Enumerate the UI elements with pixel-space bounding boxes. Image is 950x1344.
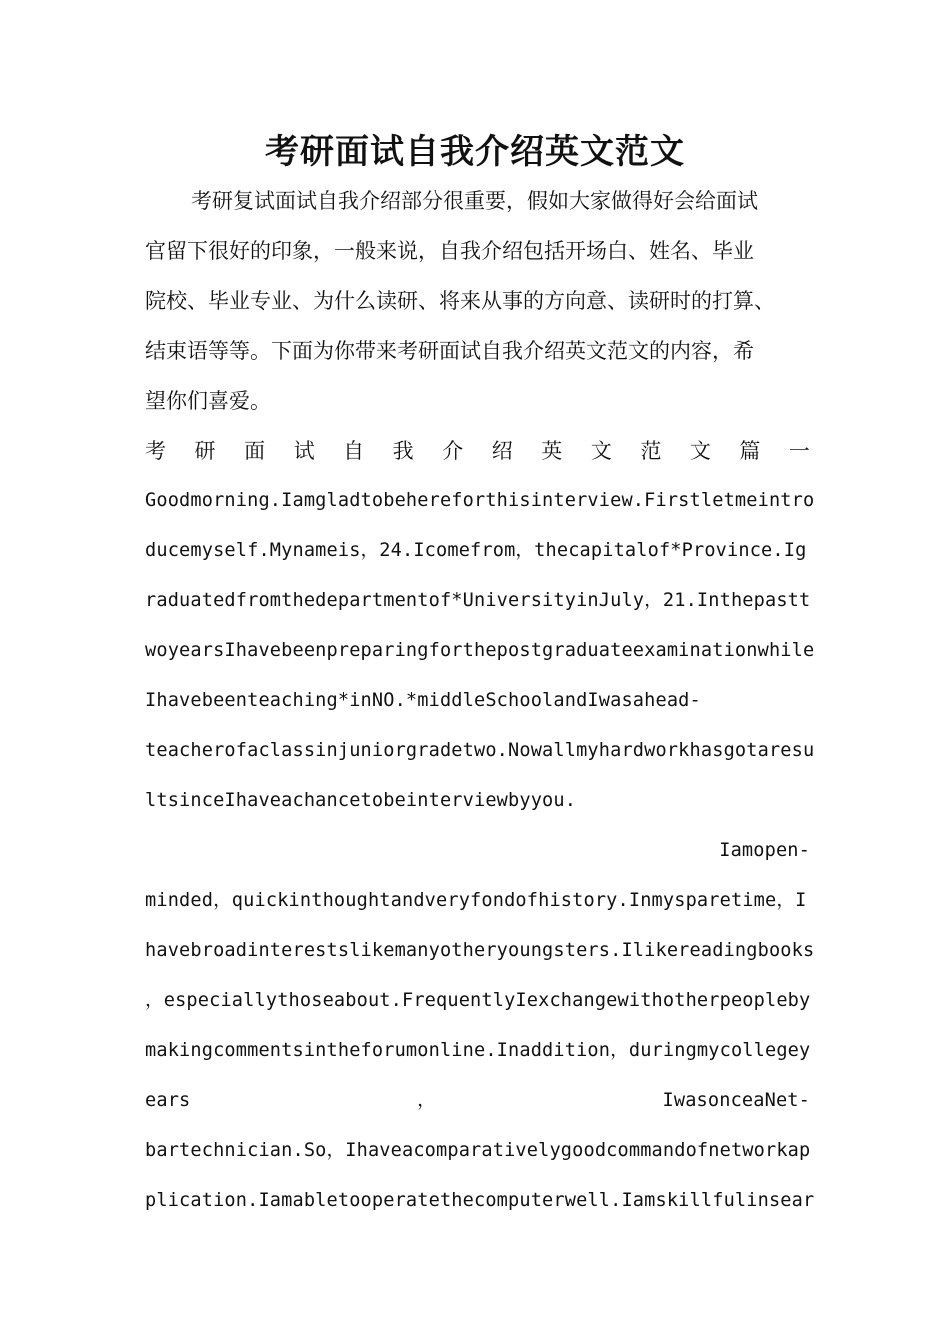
body-line: bartechnician.So，Ihaveacomparativelygoodcommandofnetworkap <box>145 1140 811 1161</box>
heading-char: 面 <box>244 439 266 463</box>
heading-char: 文 <box>590 439 612 463</box>
body-line: raduatedfromthedepartmentof*UniversityinJuly，21.Inthepastt <box>145 590 811 611</box>
body-line-spread <box>145 1076 810 1126</box>
heading-char: 研 <box>194 439 216 463</box>
heading-char: 篇 <box>739 439 761 463</box>
heading-char: 试 <box>293 439 315 463</box>
body-line: ，especiallythoseabout.FrequentlyIexchangewithotherpeopleby <box>145 990 811 1011</box>
intro-line: 望你们喜爱。 <box>145 389 271 413</box>
heading-char: 考 <box>145 439 166 463</box>
body-line: Ihavebeenteaching*inNO.*middleSchoolandIwasahead- <box>145 690 701 711</box>
spread-part: ， <box>417 1090 436 1111</box>
intro-line: 官留下很好的印象，一般来说，自我介绍包括开场白、姓名、毕业 <box>145 239 754 263</box>
body-line: minded，quickinthoughtandveryfondofhistory.Inmysparetime，I <box>145 890 807 911</box>
spread-part: IwasonceaNet- <box>662 1090 810 1111</box>
body-line: havebroadinterestslikemanyotheryoungsters.Ilikereadingbooks <box>145 940 815 961</box>
document-title: 考研面试自我介绍英文范文 <box>265 132 685 172</box>
body-line: plication.Iamabletooperatethecomputerwell.Iamskillfulinsear <box>145 1190 815 1211</box>
body-line-right: Iamopen- <box>719 840 810 861</box>
body-line: ducemyself.Mynameis，24.Icomefrom，thecapitalof*Province.Ig <box>145 540 807 561</box>
spread-part: ears <box>145 1090 191 1111</box>
body-line: Goodmorning.Iamgladtobehereforthisinterview.Firstletmeintro <box>145 490 815 511</box>
intro-line: 院校、毕业专业、为什么读研、将来从事的方向意、读研时的打算、 <box>145 289 775 313</box>
body-line: ltsinceIhaveachancetobeinterviewbyyou. <box>145 790 577 811</box>
section-heading <box>145 426 810 476</box>
heading-char: 英 <box>541 439 563 463</box>
heading-char: 介 <box>442 439 464 463</box>
intro-line: 考研复试面试自我介绍部分很重要，假如大家做得好会给面试 <box>191 189 758 213</box>
heading-char: 一 <box>788 439 810 463</box>
intro-line: 结束语等等。下面为你带来考研面试自我介绍英文范文的内容，希 <box>145 339 754 363</box>
heading-char: 自 <box>343 439 365 463</box>
body-line: teacherofaclassinjuniorgradetwo.Nowallmyhardworkhasgotaresu <box>145 740 815 761</box>
heading-char: 我 <box>392 439 414 463</box>
body-line: woyearsIhavebeenpreparingforthepostgraduateexaminationwhile <box>145 640 815 661</box>
heading-char: 绍 <box>491 439 513 463</box>
heading-char: 文 <box>689 439 711 463</box>
heading-char: 范 <box>640 439 662 463</box>
body-line: makingcommentsintheforumonline.Inaddition，duringmycollegey <box>145 1040 811 1061</box>
